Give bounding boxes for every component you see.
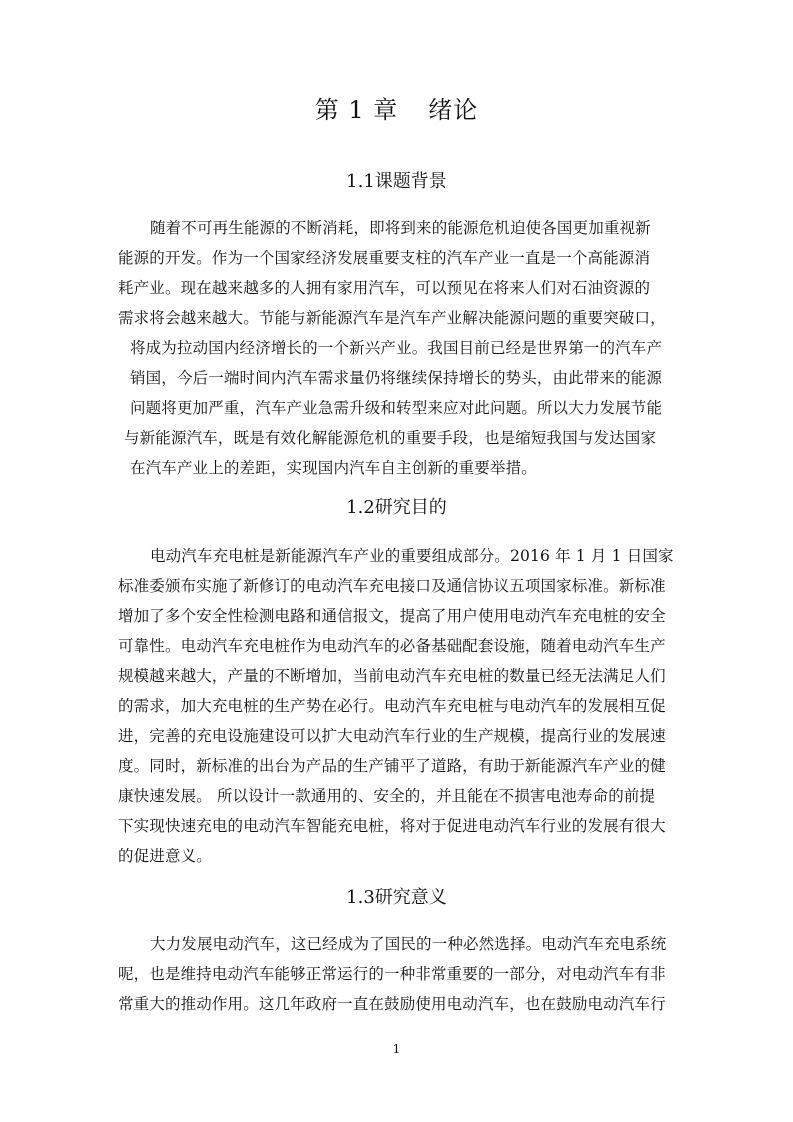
paragraph-line: 将成为拉动国内经济增长的一个新兴产业。我国目前已经是世界第一的汽车产	[130, 339, 663, 357]
paragraph-line: 标准委颁布实施了新修订的电动汽车充电接口及通信协议五项国家标准。新标准	[118, 577, 666, 595]
paragraph-line: 呢，也是维持电动汽车能够正常运行的一种非常重要的一部分，对电动汽车有非	[118, 965, 666, 983]
chapter-number: 第 1 章	[314, 96, 399, 124]
paragraph-line: 下实现快速充电的电动汽车智能充电桩，将对于促进电动汽车行业的发展有很大	[118, 817, 666, 835]
paragraph-line: 的需求，加大充电桩的生产势在必行。电动汽车充电桩与电动汽车的发展相互促	[118, 697, 666, 715]
paragraph-line: 耗产业。现在越来越多的人拥有家用汽车，可以预见在将来人们对石油资源的	[118, 279, 651, 297]
paragraph-line: 进，完善的充电设施建设可以扩大电动汽车行业的生产规模，提高行业的发展速	[118, 727, 666, 745]
paragraph-line: 大力发展电动汽车，这已经成为了国民的一种必然选择。电动汽车充电系统	[150, 935, 667, 953]
paragraph-line: 在汽车产业上的差距，实现国内汽车自主创新的重要举措。	[130, 459, 537, 477]
section-heading-1-1: 1.1课题背景	[346, 171, 447, 192]
paragraph-line: 问题将更加严重，汽车产业急需升级和转型来应对此问题。所以大力发展节能	[130, 399, 663, 417]
chapter-title	[0, 90, 793, 130]
section-heading-1-3: 1.3研究意义	[346, 887, 447, 908]
paragraph-line: 度。同时，新标准的出台为产品的生产铺平了道路，有助于新能源汽车产业的健	[118, 757, 666, 775]
paragraph-line: 可靠性。电动汽车充电桩作为电动汽车的必备基础配套设施，随着电动汽车生产	[118, 637, 666, 655]
page-number: 1	[392, 1042, 401, 1056]
paragraph-line: 康快速发展。 所以设计一款通用的、安全的，并且能在不损害电池寿命的前提	[118, 787, 656, 805]
paragraph-line: 电动汽车充电桩是新能源汽车产业的重要组成部分。2016 年 1 月 1 日国家	[150, 547, 674, 565]
chapter-name: 绪论	[428, 96, 479, 124]
paragraph-line: 销国，今后一端时间内汽车需求量仍将继续保持增长的势头，由此带来的能源	[130, 369, 663, 387]
section-heading-1-2: 1.2研究目的	[346, 497, 447, 518]
paragraph-line: 规模越来越大，产量的不断增加，当前电动汽车充电桩的数量已经无法满足人们	[118, 667, 666, 685]
paragraph-line: 随着不可再生能源的不断消耗，即将到来的能源危机迫使各国更加重视新	[150, 219, 651, 237]
paragraph-line: 能源的开发。作为一个国家经济发展重要支柱的汽车产业一直是一个高能源消	[118, 249, 651, 267]
paragraph-line: 需求将会越来越大。节能与新能源汽车是汽车产业解决能源问题的重要突破口，	[118, 309, 666, 327]
paragraph-line: 的促进意义。	[118, 847, 212, 865]
paragraph-line: 增加了多个安全性检测电路和通信报文，提高了用户使用电动汽车充电桩的安全	[118, 607, 666, 625]
paragraph-line: 常重大的推动作用。这几年政府一直在鼓励使用电动汽车，也在鼓励电动汽车行	[118, 995, 666, 1013]
paragraph-line: 与新能源汽车，既是有效化解能源危机的重要手段，也是缩短我国与发达国家	[124, 429, 657, 447]
